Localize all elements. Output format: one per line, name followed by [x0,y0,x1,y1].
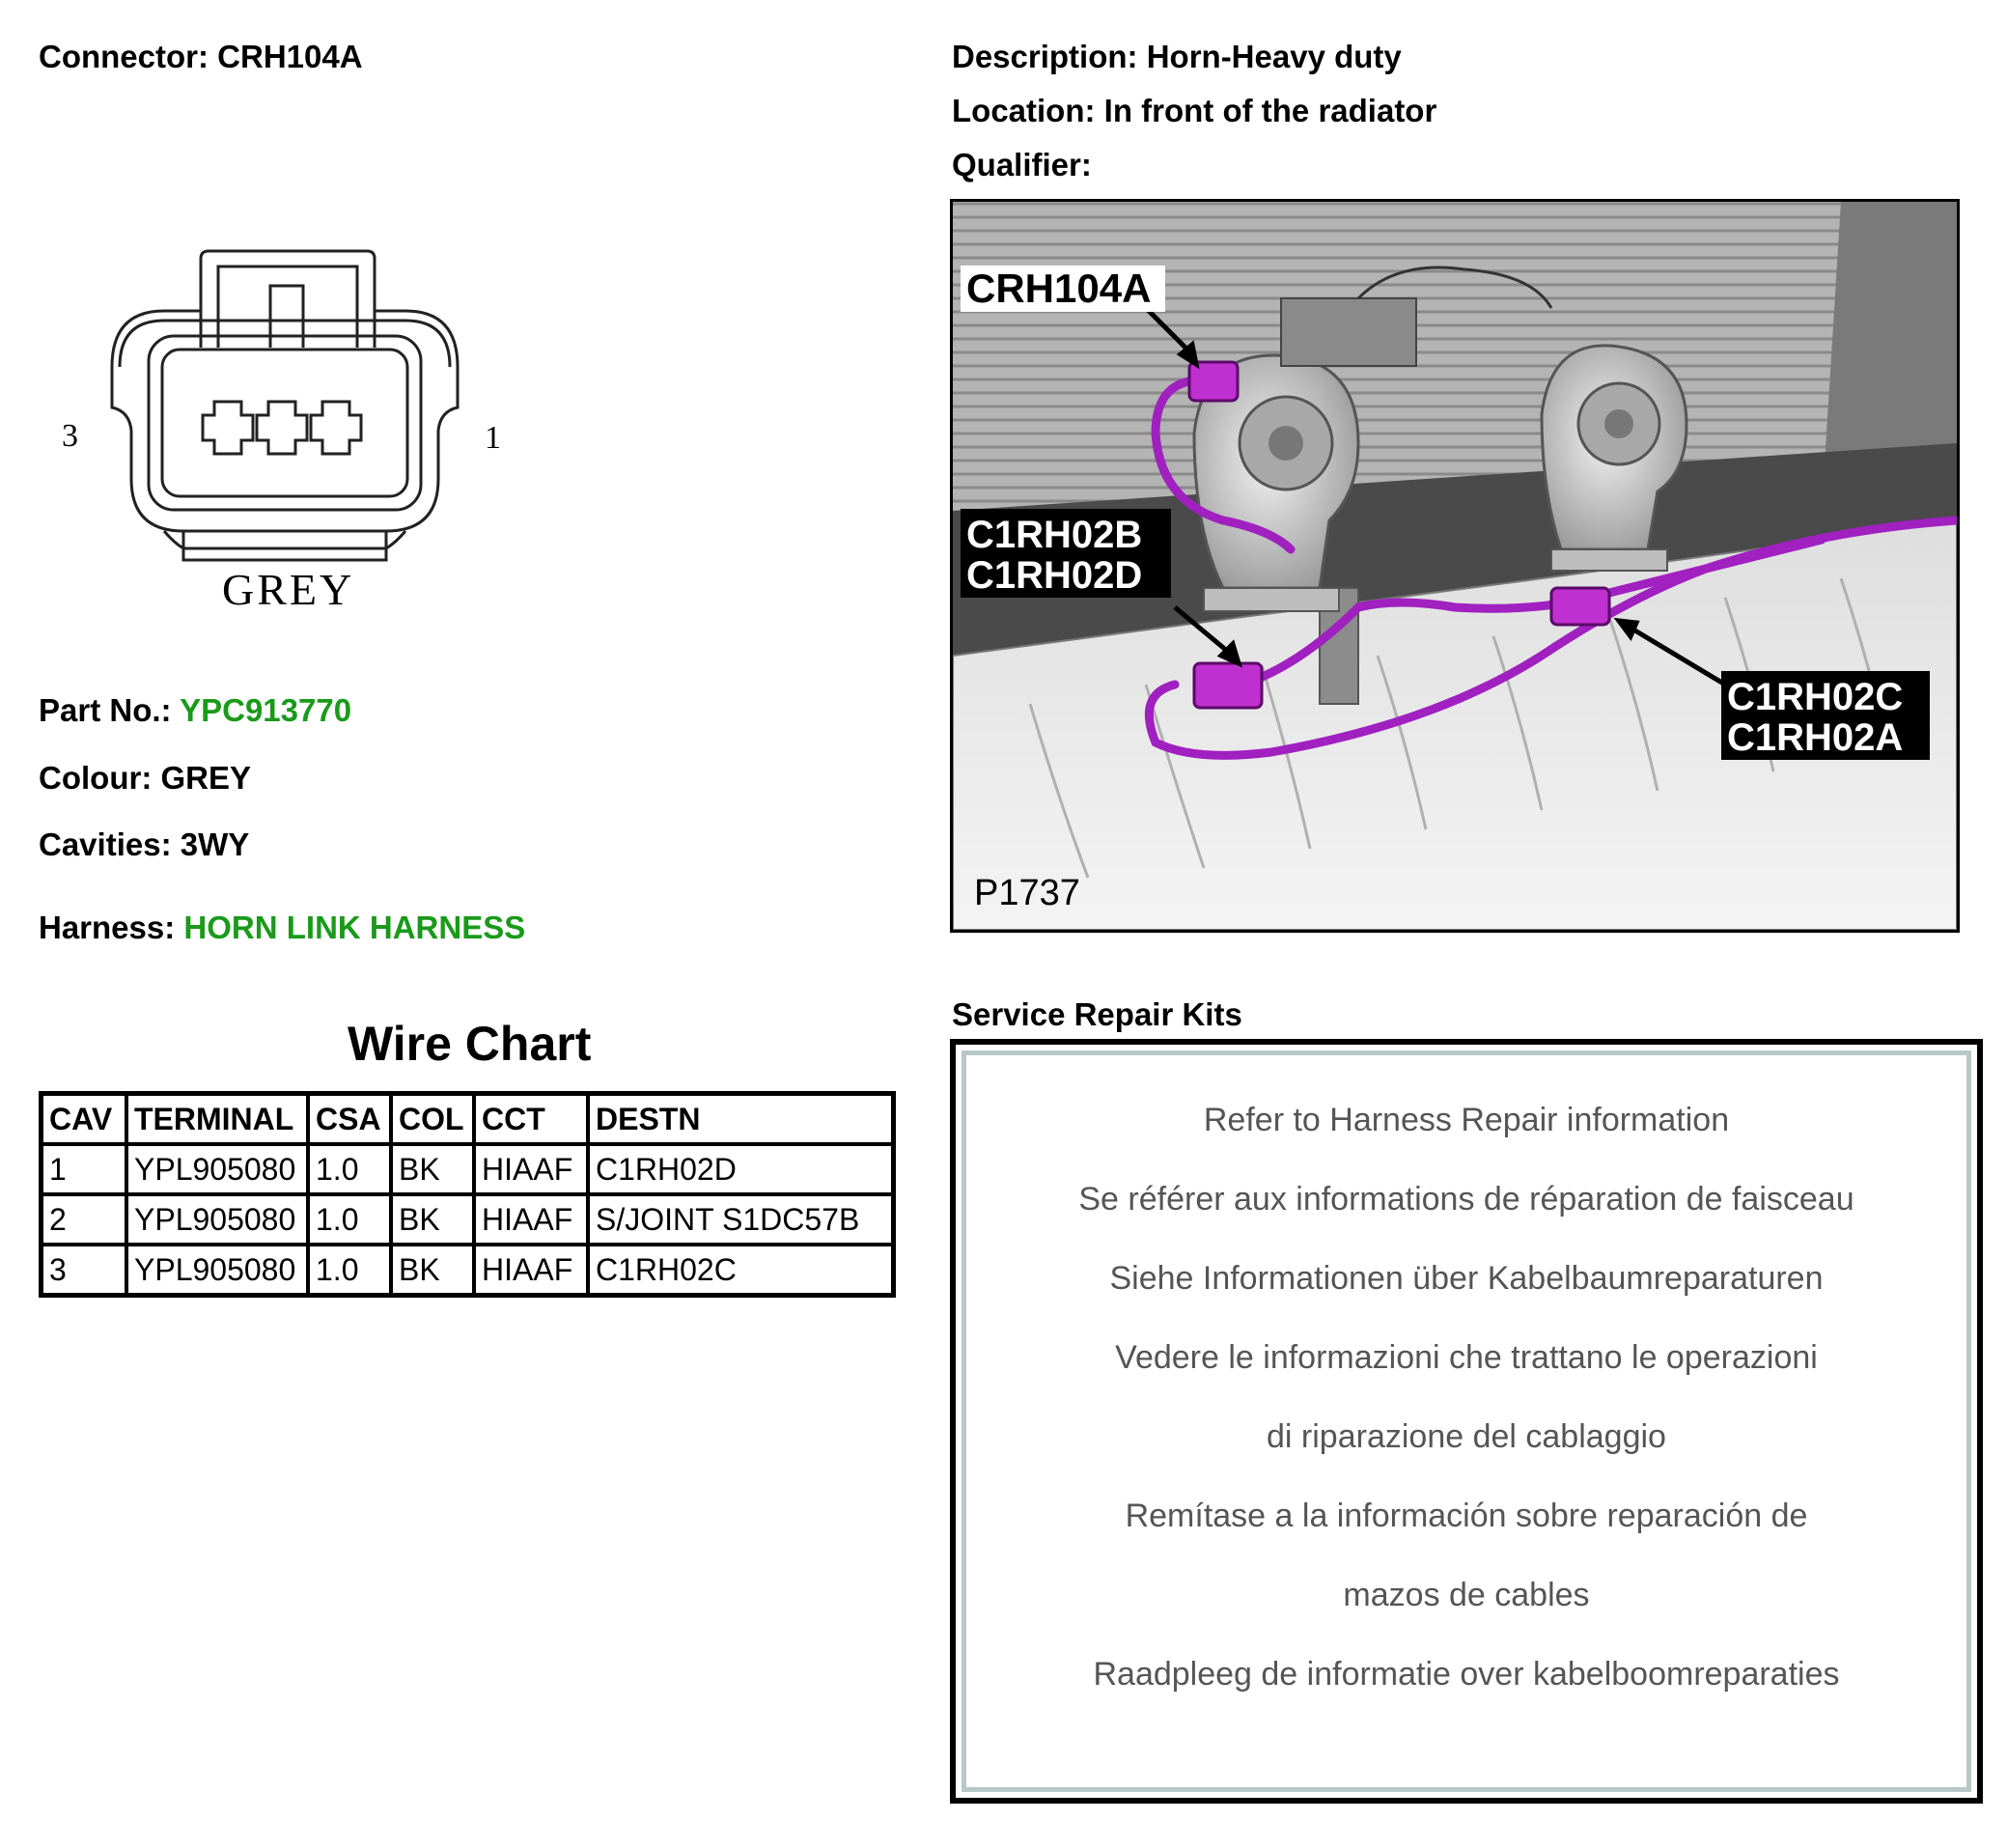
cell-col: BK [391,1245,474,1296]
header-terminal: TERMINAL [126,1094,308,1145]
cavities-value: 3WY [180,826,250,862]
header-csa: CSA [308,1094,391,1145]
table-row [42,1144,894,1194]
cell-cav: 1 [42,1144,127,1194]
svg-text:CRH104A: CRH104A [966,266,1152,311]
cavity-3 [203,402,253,454]
wire-chart-table [39,1091,896,1298]
qualifier-field: Qualifier: [952,147,1092,182]
connector-colour-label: GREY [222,565,355,614]
kit-line-nl: Raadpleeg de informatie over kabelboomreparaties [1093,1656,1840,1693]
colour-field: Colour: GREY [39,760,252,796]
kit-line-it-1: Vedere le informazioni che trattano le operazioni [1115,1339,1818,1376]
cavity-2 [257,402,307,454]
horn-location-illustration [953,202,1957,930]
cell-terminal: YPL905080 [126,1245,308,1296]
cell-csa: 1.0 [308,1194,391,1245]
cell-destn: S/JOINT S1DC57B [588,1194,894,1245]
cell-cav: 3 [42,1245,127,1296]
kit-line-es-2: mazos de cables [1343,1577,1590,1613]
connector-value: CRH104A [217,39,363,74]
cell-csa: 1.0 [308,1144,391,1194]
callout-crh104a [961,266,1165,312]
location-value: In front of the radiator [1103,93,1437,128]
harness-link[interactable]: HORN LINK HARNESS [183,910,526,945]
cell-cct: HIAAF [474,1194,588,1245]
figure-id: P1737 [974,873,1080,913]
kit-line-de: Siehe Informationen über Kabelbaumreparaturen [1109,1260,1824,1297]
connector-face-drawing [48,241,502,637]
kit-line-it-2: di riparazione del cablaggio [1267,1418,1666,1455]
cavity-1 [311,402,361,454]
cell-cav: 2 [42,1194,127,1245]
cell-terminal: YPL905080 [126,1194,308,1245]
description-field: Description: Horn-Heavy duty [952,39,1402,74]
part-no-field: Part No.: YPC913770 [39,692,352,728]
cell-col: BK [391,1144,474,1194]
callout-c1rh02b-c1rh02d [961,509,1171,598]
connector-c1rh02b-illustration [1194,663,1262,708]
description-value: Horn-Heavy duty [1146,39,1402,74]
pin-1-label: 1 [485,420,501,456]
cavities-group [203,402,361,454]
service-repair-kits-title: Service Repair Kits [952,996,1242,1032]
cell-cct: HIAAF [474,1144,588,1194]
table-header-row [42,1094,894,1145]
cell-destn: C1RH02D [588,1144,894,1194]
location-field: Location: In front of the radiator [952,93,1437,128]
svg-text:C1RH02C: C1RH02C [1727,676,1904,718]
cell-terminal: YPL905080 [126,1144,308,1194]
kit-line-fr: Se référer aux informations de réparation de faisceau [1078,1181,1854,1218]
header-cct: CCT [474,1094,588,1145]
svg-text:C1RH02D: C1RH02D [966,554,1143,597]
pin-3-label: 3 [62,418,78,454]
colour-value: GREY [160,760,252,796]
location-photo [950,199,1960,933]
part-no-link[interactable]: YPC913770 [180,692,352,728]
table-row [42,1194,894,1245]
svg-text:C1RH02B: C1RH02B [966,514,1143,556]
header-cav: CAV [42,1094,127,1145]
kit-line-es-1: Remítase a la información sobre reparación de [1125,1498,1808,1534]
harness-field: Harness: HORN LINK HARNESS [39,910,526,945]
table-row [42,1245,894,1296]
header-col: COL [391,1094,474,1145]
wire-chart-title: Wire Chart [348,1017,592,1071]
svg-text:C1RH02A: C1RH02A [1727,716,1904,759]
connector-field: Connector: CRH104A [39,39,363,74]
cell-cct: HIAAF [474,1245,588,1296]
header-destn: DESTN [588,1094,894,1145]
cell-col: BK [391,1194,474,1245]
connector-c1rh02c-illustration [1551,588,1609,625]
service-repair-kits-box [950,1039,1983,1804]
cavities-field: Cavities: 3WY [39,826,250,862]
cell-destn: C1RH02C [588,1245,894,1296]
connector-crh104a-illustration [1189,362,1238,401]
callout-c1rh02c-c1rh02a [1721,671,1930,760]
kit-line-en: Refer to Harness Repair information [1203,1102,1730,1138]
cell-csa: 1.0 [308,1245,391,1296]
